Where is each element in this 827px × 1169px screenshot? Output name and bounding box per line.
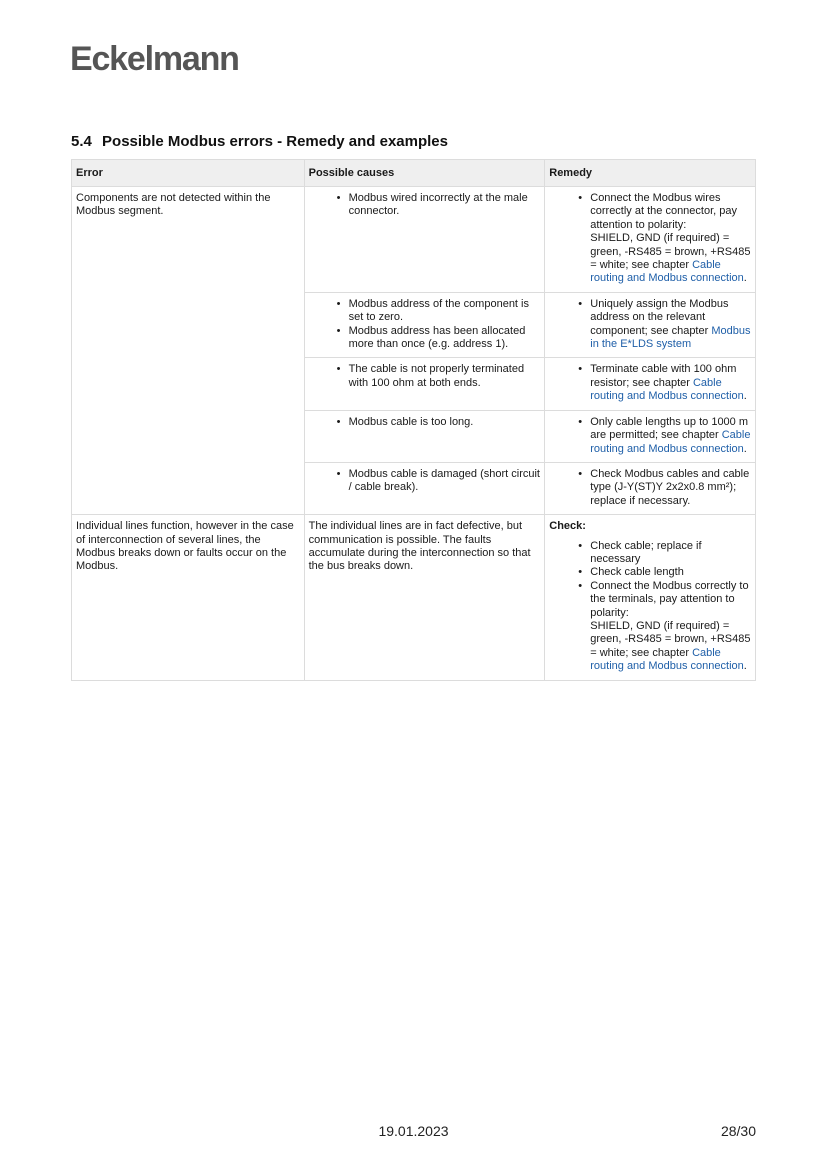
table-header-row — [72, 160, 756, 187]
error-cell: Components are not detected within the Modbus segment. — [72, 187, 305, 515]
remedy-cell — [545, 462, 756, 514]
list-item: • Check Modbus cables and cable type (J-Y(ST)Y 2x2x0.8 mm²); replace if necessary. — [590, 468, 751, 508]
remedy-text: SHIELD, GND (if required) = green, -RS485 = brown, +RS485 = white; see chapter — [590, 619, 751, 659]
causes-cell — [304, 410, 545, 462]
causes-cell: The individual lines are in fact defective, but communication is possible. The faults accumulate during the interconnection so that the bus breaks down. — [304, 515, 545, 680]
table-row — [72, 515, 756, 680]
remedy-text: Connect the Modbus wires correctly at the connector, pay attention to polarity: — [590, 192, 737, 231]
list-item: • The cable is not properly terminated with 100 ohm at both ends. — [349, 363, 541, 390]
causes-cell — [304, 187, 545, 293]
table-row — [72, 187, 756, 293]
header-causes: Possible causes — [304, 160, 545, 187]
causes-cell — [304, 358, 545, 410]
company-logo: Eckelmann — [70, 40, 239, 78]
chapter-link[interactable]: Cable routing and Modbus connection — [590, 429, 751, 455]
list-item — [590, 416, 751, 456]
remedy-cell — [545, 358, 756, 410]
remedy-cell — [545, 187, 756, 293]
section-title-text: Possible Modbus errors - Remedy and examples — [102, 133, 448, 150]
chapter-link[interactable]: Cable routing and Modbus connection — [590, 376, 744, 403]
list-item — [590, 192, 751, 286]
remedy-text: Terminate cable with 100 ohm resistor; see chapter — [590, 363, 737, 389]
remedy-text: Only cable lengths up to 1000 m are permitted; see chapter — [590, 415, 749, 442]
header-error: Error — [72, 160, 305, 187]
header-remedy: Remedy — [545, 160, 756, 187]
remedy-cell — [545, 292, 756, 358]
remedy-text: . — [743, 660, 747, 673]
chapter-link[interactable]: Cable routing and Modbus connection — [590, 259, 744, 285]
error-cell: Individual lines function, however in the case of interconnection of several lines, the Modbus breaks down or faults occur on the Modbus. — [72, 515, 305, 680]
remedy-text: Uniquely assign the Modbus address on the relevant component; see chapter — [590, 297, 729, 337]
remedy-text: SHIELD, GND (if required) = green, -RS485 = brown, +RS485 = white; see chapter — [590, 232, 751, 272]
remedy-cell — [545, 410, 756, 462]
section-heading — [71, 133, 448, 150]
footer-page-number: 28/30 — [720, 1123, 756, 1139]
list-item — [590, 363, 751, 403]
list-item: • Modbus address has been allocated more than once (e.g. address 1). — [349, 325, 541, 352]
list-item: • Check cable length — [590, 566, 751, 579]
list-item — [590, 580, 751, 674]
modbus-errors-table — [71, 159, 756, 681]
footer-date: 19.01.2023 — [378, 1123, 449, 1139]
remedy-text: Connect the Modbus correctly to the terminals, pay attention to polarity: — [590, 579, 749, 619]
remedy-text: . — [743, 442, 747, 455]
causes-cell — [304, 462, 545, 514]
list-item: • Modbus wired incorrectly at the male connector. — [349, 192, 541, 219]
list-item — [590, 298, 751, 352]
list-item: • Check cable; replace if necessary — [590, 540, 751, 567]
list-item: • Modbus cable is too long. — [349, 416, 541, 429]
check-label: Check: — [549, 520, 586, 533]
remedy-text: . — [743, 272, 747, 285]
causes-cell — [304, 292, 545, 358]
remedy-text: . — [743, 390, 747, 403]
list-item: • Modbus cable is damaged (short circuit / cable break). — [349, 468, 541, 495]
chapter-link[interactable]: Cable routing and Modbus connection — [590, 646, 744, 673]
section-number: 5.4 — [71, 133, 92, 150]
list-item: • Modbus address of the component is set to zero. — [349, 298, 541, 325]
remedy-cell — [545, 515, 756, 680]
chapter-link[interactable]: Modbus in the E*LDS system — [590, 324, 751, 351]
